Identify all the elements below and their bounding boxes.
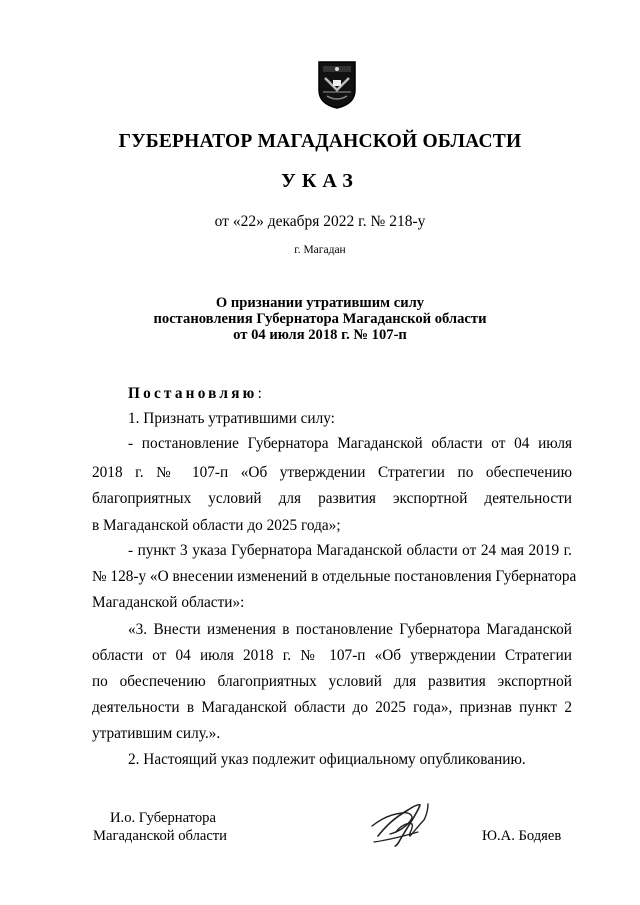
paragraph-4-line: «3. Внести изменения в постановление Губернатора Магаданской — [128, 621, 572, 638]
paragraph-2-line: 2018 г. № 107-п «Об утверждении Стратегии по обеспечению — [92, 464, 572, 481]
document-type: УКАЗ — [281, 170, 359, 192]
paragraph-4-line: деятельности в Магаданской области до 2025 года», признав пункт 2 — [92, 699, 572, 716]
paragraph-5: 2. Настоящий указ подлежит официальному опубликованию. — [128, 751, 526, 768]
paragraph-2-line: благоприятных условий для развития экспортной деятельности — [92, 490, 572, 507]
document-date-number: от «22» декабря 2022 г. № 218-у — [214, 213, 426, 230]
paragraph-4-line: утратившим силу.». — [92, 725, 221, 742]
paragraph-3-line: - пункт 3 указа Губернатора Магаданской области от 24 мая 2019 г. — [128, 542, 572, 559]
subject-line: О признании утратившим силу — [215, 295, 425, 311]
subject-line: от 04 июля 2018 г. № 107-п — [233, 327, 407, 343]
document-subject — [0, 295, 640, 343]
paragraph-3-line: № 128-у «О внесении изменений в отдельные постановления Губернатора — [92, 568, 577, 585]
paragraph-3-line: Магаданской области»: — [92, 594, 245, 611]
paragraph-2-line: в Магаданской области до 2025 года»; — [92, 517, 341, 534]
subject-line: постановления Губернатора Магаданской области — [153, 311, 487, 327]
resolve-colon: : — [257, 385, 262, 402]
signer-name: Ю.А. Бодяев — [482, 828, 562, 844]
signer-title-line-1: И.о. Губернатора — [110, 810, 216, 826]
authority-title: ГУБЕРНАТОР МАГАДАНСКОЙ ОБЛАСТИ — [118, 131, 522, 152]
paragraph-4-line: области от 04 июля 2018 г. № 107-п «Об утверждении Стратегии — [92, 647, 572, 664]
resolve-word: Постановляю — [128, 385, 258, 402]
paragraph-2-line: - постановление Губернатора Магаданской области от 04 июля — [128, 435, 572, 452]
signer-title-line-2: Магаданской области — [93, 828, 227, 844]
coat-of-arms-emblem — [317, 60, 357, 110]
paragraph-4-line: по обеспечению благоприятных условий для развития экспортной — [92, 673, 572, 690]
document-city: г. Магадан — [294, 244, 346, 256]
resolve-heading — [128, 385, 262, 403]
handwritten-signature — [368, 796, 440, 852]
paragraph-1: 1. Признать утратившими силу: — [128, 410, 335, 427]
